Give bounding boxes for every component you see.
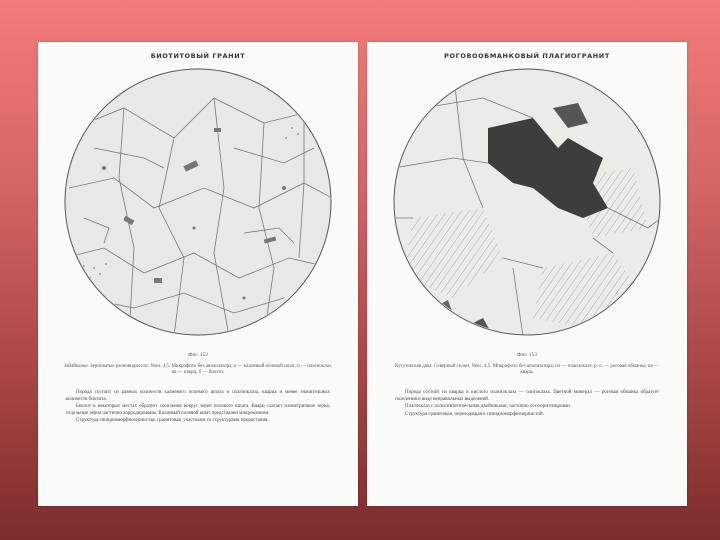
left-paragraph-3: Структура гипидиоморфнозернистая, гранитовая, участками со структурами прорастания.	[76, 418, 269, 424]
right-paragraph-1: Порода состоит из кварца и кислого плагиоклаза — олигоклаза. Цветной минерал — роговая обманка образует скопления в виде неправильных выделений.	[395, 390, 659, 402]
left-caption: Забайкалье. Зерноватые разновидности. Увел. 4,5. Микрофото без анализатора; к — калиевый полевой шпат, п — плагиоклаз, кв — кварц, б — биотит.	[63, 364, 333, 376]
left-page-title: БИОТИТОВЫЙ ГРАНИТ	[150, 52, 246, 60]
right-page	[367, 42, 687, 506]
left-figure-label: Фиг. 152	[188, 352, 208, 358]
right-page-title: РОГОВООБМАНКОВЫЙ ПЛАГИОГРАНИТ	[444, 52, 610, 60]
left-micrograph	[64, 68, 332, 336]
left-paragraph-2: Биотит в некоторых местах образует скопления вокруг зерен полевого шпата. Кварц слагает изометричные зерна, отдельные зерна частично корродированы. Калиевый полевой шпат представлен микроклином.	[66, 404, 330, 416]
right-body-text	[395, 390, 659, 419]
right-micrograph	[393, 68, 661, 336]
left-paragraph-1: Порода состоит из равных количеств калиевого полевого шпата и плагиоклаза, кварца и менее значительных количеств биотита.	[66, 390, 330, 402]
right-paragraph-3: Структура гранитовая, переходящая к гипидиоморфнозернистой.	[405, 411, 544, 417]
right-figure-label: Фиг. 153	[517, 352, 537, 358]
left-page	[38, 42, 358, 506]
right-caption: Кутузовская дача. Северный склон, Увел. 4,5. Микрофото без анализатора; пл — плагиоклаз, р. о. — роговая обманка, кв — кварц.	[395, 364, 659, 376]
left-body-text	[66, 390, 330, 426]
right-paragraph-2: Плагиоклаз с полисинтетическими двойниками, частично соссюритизирован.	[405, 404, 571, 410]
